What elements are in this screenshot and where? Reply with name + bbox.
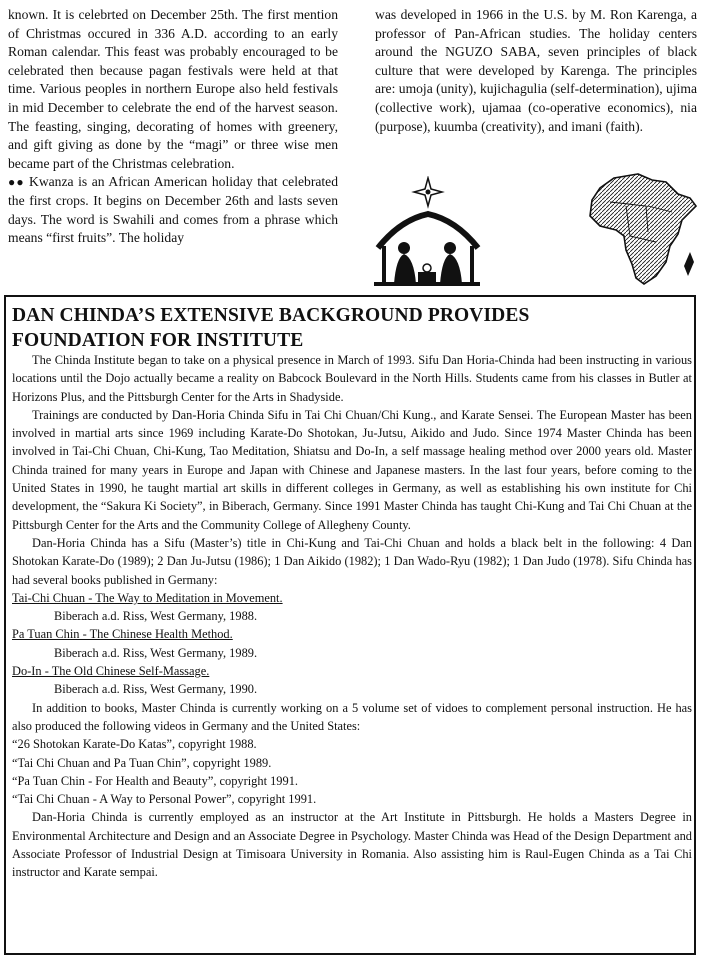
africa-map-icon — [586, 172, 698, 290]
article-box — [4, 295, 696, 955]
video-item: “Tai Chi Chuan and Pa Tuan Chin”, copyright 1989. — [12, 755, 272, 770]
video-item: “Tai Chi Chuan - A Way to Personal Power”, copyright 1991. — [12, 792, 317, 807]
paragraph-titles: Dan-Horia Chinda has a Sifu (Master’s) title in Chi-Kung and Tai-Chi Chuan and holds a black belt in the following: 4 Dan Shotokan Karate-Do (1989); 2 Dan Ju-Jutsu (1986); 1 Dan Aikido (1982); 1 Dan Wado-Ryu (1982); 1 Dan Judo (1978). Sifu Chinda has had several books published in Germany: — [12, 535, 692, 587]
article-headline — [12, 303, 692, 353]
paragraph-trainings: Trainings are conducted by Dan-Horia Chinda Sifu in Tai Chi Chuan/Chi Kung., and Karate Sensei. The European Master has been involved in martial arts since 1969 including Karate-Do Shotokan, Ju-Jutsu, Aikido and Judo. Since 1974 Master Chinda has been involved in Tai-Chi Chuan, Chi-Kung, Tao Meditation, Shiatsu and Do-In, a self massage healing method over 2000 years old. Master Chinda trained for many years in Europe and Japan with Chinese and Japanese masters. In the last four years, before coming to the United States in 1990, he taught martial art skills in different colleges in Germany, as well as establishing his own institute for Chi development, the “Sakura Ki Society”, in Biberach, Germany. Since 1991 Master Chinda has taught Chi-Kung and Tai Chi Chuan at the Pittsburgh Center for the Arts and the Community College of Allegheny County. — [12, 407, 692, 532]
christmas-paragraph: known. It is celebrted on December 25th. The first mention of Christmas occured in 336 A.D. according to an early Roman calendar. This feast was probably encouraged to be celebrated then because pagan festivals were held at that time. Various peoples in northern Europe also held festivals in mid December to celebrate the end of the harvest season. The feasting, singing, decorating of homes with greenery, and gift giving as done by the “magi” or three wise men became part of the Christmas celebration. — [8, 7, 338, 171]
book-title: Do-In - The Old Chinese Self-Massage. — [12, 664, 210, 679]
book-title: Pa Tuan Chin - The Chinese Health Method. — [12, 627, 233, 642]
article-body — [12, 351, 692, 882]
paragraph-videos: In addition to books, Master Chinda is currently working on a 5 volume set of vidoes to complement personal instruction. He has also produced the following videos in Germany and the United States: — [12, 700, 692, 733]
paragraph-employment: Dan-Horia Chinda is currently employed as an instructor at the Art Institute in Pittsburgh. He holds a Masters Degree in Environmental Architecture and Design and an Associate Degree in Psychology. Master Chinda was Head of the Design Department and Associate Professor of Industrial Design at Timisoara University in Romania. Also assisting him is Raul-Eugen Chinda as a Tai Chi instructor and Karate sempai. — [12, 810, 692, 880]
book-publisher: Biberach a.d. Riss, West Germany, 1990. — [54, 682, 258, 697]
paragraph-institute: The Chinda Institute began to take on a physical presence in March of 1993. Sifu Dan Horia-Chinda had been instructing in various locations until the Dojo actually became a reality on Babcock Boulevard in the North Hills. Students came from his classes in Butler at Horizons Plus, and the Pittsburgh Center for the Arts in Shadyside. — [12, 353, 692, 404]
book-publisher: Biberach a.d. Riss, West Germany, 1989. — [54, 645, 258, 660]
kwanza-text: Kwanza is an African American holiday that celebrated the first crops. It begins on December 26th and lasts seven days. The word is Swahili and comes from a phrase which means “first fruits”. The holiday — [8, 174, 338, 246]
left-column — [8, 6, 338, 248]
book-title: Tai-Chi Chuan - The Way to Meditation in Movement. — [12, 590, 283, 605]
right-column — [375, 6, 697, 136]
double-dot-bullet-icon: ●● — [8, 175, 29, 190]
kwanza-continued-paragraph: was developed in 1966 in the U.S. by M. Ron Karenga, a professor of Pan-African studies. The holiday centers around the NGUZO SABA, seven principles of black culture that were developed by Karenga. The principles are: umoja (unity), kujichagulia (self-determination), ujima (collective work), ujamaa (co-operative economics), nia (purpose), kuumba (creativity), and imani (faith). — [375, 7, 697, 134]
video-item: “Pa Tuan Chin - For Health and Beauty”, copyright 1991. — [12, 773, 298, 788]
nativity-scene-icon — [372, 176, 482, 288]
book-publisher: Biberach a.d. Riss, West Germany, 1988. — [54, 609, 258, 624]
headline-line-1: DAN CHINDA’S EXTENSIVE BACKGROUND PROVIDES — [12, 305, 530, 326]
headline-line-2: FOUNDATION FOR INSTITUTE — [12, 330, 304, 351]
video-item: “26 Shotokan Karate-Do Katas”, copyright 1988. — [12, 737, 257, 752]
kwanza-paragraph — [8, 173, 338, 247]
